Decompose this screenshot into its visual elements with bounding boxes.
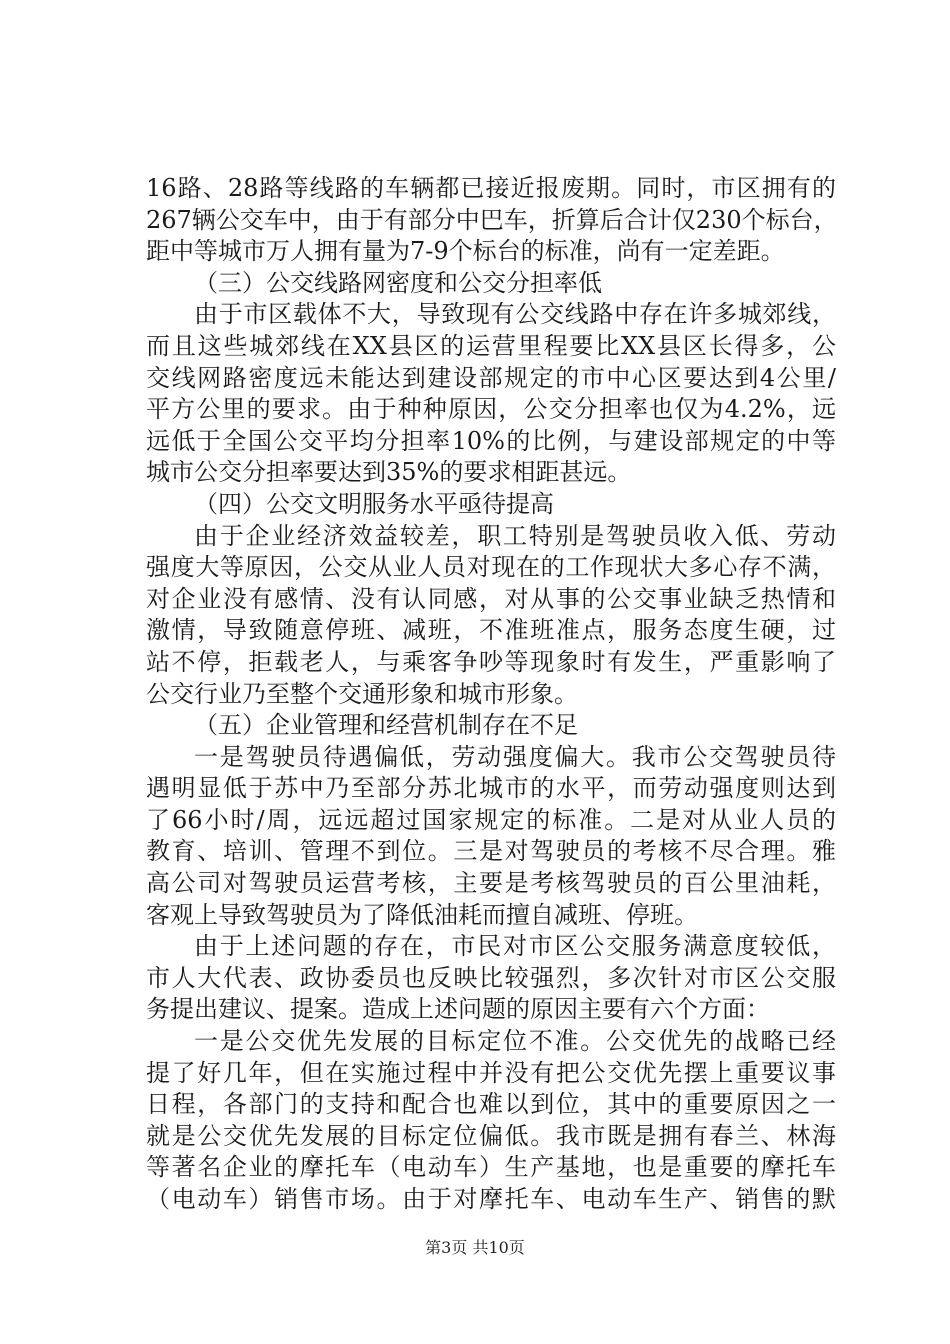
page-number: 第3页 共10页 [425,1238,525,1257]
text-line: 而且这些城郊线在XX县区的运营里程要比XX县区长得多，公 [146,331,836,360]
text-line: 城市公交分担率要达到35%的要求相距甚远。 [146,458,632,487]
text-line: 高公司对驾驶员运营考核，主要是考核驾驶员的百公里油耗， [146,869,836,898]
body-text [146,173,836,1216]
text-line: 由于上述问题的存在，市民对市区公交服务满意度较低， [194,932,836,961]
text-line: 267辆公交车中，由于有部分中巴车，折算后合计仅230个标台， [146,205,838,234]
text-line: 遇明显低于苏中乃至部分苏北城市的水平，而劳动强度则达到 [146,774,836,803]
section-heading: （三）公交线路网密度和公交分担率低 [194,268,602,297]
text-line: （电动车）销售市场。由于对摩托车、电动车生产、销售的默 [146,1185,836,1213]
text-line: 站不停，拒载老人，与乘客争吵等现象时有发生，严重影响了 [146,647,836,676]
text-line: 激情，导致随意停班、减班，不准班准点，服务态度生硬，过 [146,616,836,645]
text-line: 由于市区载体不大，导致现有公交线路中存在许多城郊线， [194,300,836,329]
text-line: 提了好几年，但在实施过程中并没有把公交优先摆上重要议事 [146,1058,836,1087]
text-line: 市人大代表、政协委员也反映比较强烈，多次针对市区公交服 [146,963,836,992]
text-line: 对企业没有感情、没有认同感，对从事的公交事业缺乏热情和 [146,584,836,613]
text-line: 就是公交优先发展的目标定位偏低。我市既是拥有春兰、林海 [146,1121,836,1150]
text-line: 务提出建议、提案。造成上述问题的原因主要有六个方面： [146,995,770,1024]
text-line: 一是驾驶员待遇偏低，劳动强度偏大。我市公交驾驶员待 [194,742,836,771]
text-line: 了66小时/周，远远超过国家规定的标准。二是对从业人员的 [146,805,836,834]
text-line: 公交行业乃至整个交通形象和城市形象。 [146,679,578,708]
text-line: 日程，各部门的支持和配合也难以到位，其中的重要原因之一 [146,1090,836,1119]
text-line: 教育、培训、管理不到位。三是对驾驶员的考核不尽合理。雅 [146,837,836,866]
section-heading: （四）公交文明服务水平亟待提高 [194,489,554,518]
text-line: 客观上导致驾驶员为了降低油耗而擅自减班、停班。 [146,900,698,929]
text-line: 等著名企业的摩托车（电动车）生产基地，也是重要的摩托车 [146,1153,836,1182]
text-line: 平方公里的要求。由于种种原因，公交分担率也仅为4.2%，远 [146,395,836,424]
text-line: 距中等城市万人拥有量为7-9个标台的标准，尚有一定差距。 [146,237,785,266]
text-line: 远低于全国公交平均分担率10%的比例，与建设部规定的中等 [146,426,836,455]
text-line: 16路、28路等线路的车辆都已接近报废期。同时，市区拥有的 [146,174,836,202]
text-line: 一是公交优先发展的目标定位不准。公交优先的战略已经 [194,1027,836,1056]
section-heading: （五）企业管理和经营机制存在不足 [194,711,578,740]
text-line: 由于企业经济效益较差，职工特别是驾驶员收入低、劳动 [194,521,836,550]
text-line: 交线网路密度远未能达到建设部规定的市中心区要达到4公里/ [146,363,836,392]
text-line: 强度大等原因，公交从业人员对现在的工作现状大多心存不满， [146,553,836,582]
